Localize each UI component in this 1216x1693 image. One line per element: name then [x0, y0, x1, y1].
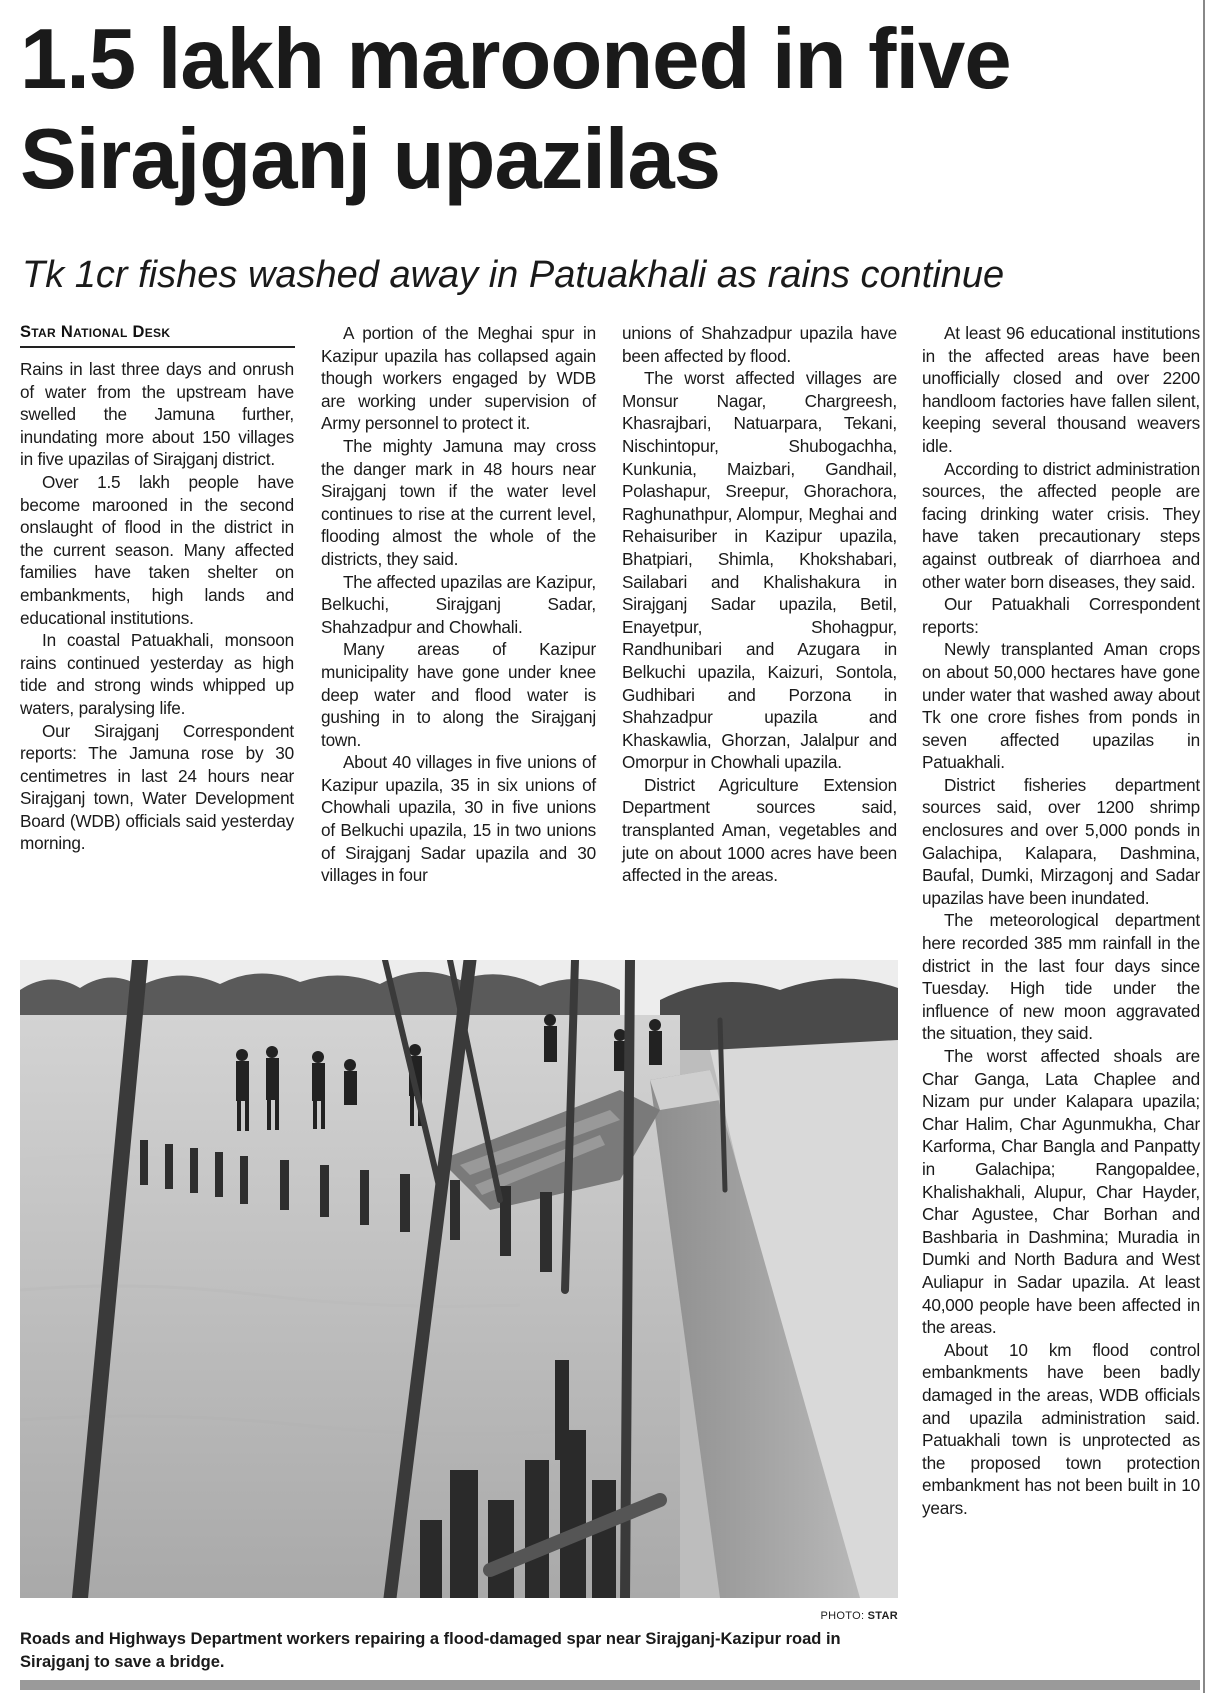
- paragraph: In coastal Patuakhali, monsoon rains continued yesterday as high tide and strong winds whipped up waters, paralysing life.: [20, 630, 294, 718]
- photo-credit-source: STAR: [867, 1610, 898, 1622]
- paragraph: Newly transplanted Aman crops on about 50,000 hectares have gone under water that washed away about Tk one crore fishes from ponds in seven affected upazilas in Patuakhali.: [922, 639, 1200, 773]
- photo-caption: Roads and Highways Department workers repairing a flood-damaged spar near Sirajganj-Kazipur road in Sirajganj to save a bridge.: [20, 1630, 841, 1671]
- paragraph: The worst affected shoals are Char Ganga, Lata Chaplee and Nizam pur under Kalapara upazila; Char Halim, Char Agunmukha, Char Karforma, Char Bangla and Panpatty in Galachipa; Rangopaldee, Khalishakhali, Alupur, Char Hayder, Char Agustee, Char Borhan and Bashbaria in Dashmina; Muradia in Dumki and North Badura and West Auliapur in Sadar upazila. At least 40,000 people have been affected in the areas.: [922, 1046, 1200, 1338]
- photo-credit-prefix: PHOTO:: [820, 1610, 865, 1622]
- article-column-4: [922, 322, 1200, 1519]
- paragraph: About 40 villages in five unions of Kazipur upazila, 35 in six unions of Chowhali upazila, 30 in five unions of Belkuchi upazila, 15 in two unions of Sirajganj Sadar upazila and 30 villages in four: [321, 752, 596, 886]
- paragraph: About 10 km flood control embankments have been badly damaged in the areas, WDB officials and upazila administration said. Patuakhali town is unprotected as the proposed town protection embankment has not been built in 10 years.: [922, 1339, 1200, 1518]
- paragraph: Over 1.5 lakh people have become marooned in the second onslaught of flood in the district in the current season. Many affected families have taken shelter on embankments, high lands and educational institutions.: [20, 471, 294, 628]
- photo-credit: [760, 1610, 898, 1622]
- paragraph: The meteorological department here recorded 385 mm rainfall in the district in the last four days since Tuesday. High tide under the influence of new moon aggravated the situation, they said.: [922, 910, 1200, 1044]
- paragraph: Many areas of Kazipur municipality have gone under knee deep water and flood water is gushing in to along the Sirajganj town.: [321, 639, 596, 750]
- paragraph: Rains in last three days and onrush of water from the upstream have swelled the Jamuna further, inundating more about 150 villages in five upazilas of Sirajganj district.: [20, 359, 294, 470]
- paragraph: Our Patuakhali Correspondent reports:: [922, 594, 1200, 637]
- paragraph: District fisheries department sources said, over 1200 shrimp enclosures and over 5,000 ponds in Galachipa, Kalapara, Dashmina, Baufal, Dumki, Mirzagonj and Sadar upazilas have been inundated.: [922, 774, 1200, 908]
- paragraph: According to district administration sources, the affected people are facing drinking water crisis. They have taken precautionary steps against outbreak of diarrhoea and other water born diseases, they said.: [922, 458, 1200, 592]
- subheadline: Tk 1cr fishes washed away in Patuakhali as rains continue: [22, 254, 1005, 296]
- paragraph: The mighty Jamuna may cross the danger mark in 48 hours near Sirajganj town if the water level continues to rise at the current level, flooding almost the whole of the districts, they said.: [321, 435, 596, 569]
- article-column-2: [321, 322, 596, 887]
- paragraph: District Agriculture Extension Department sources said, transplanted Aman, vegetables and jute on about 1000 acres have been affected in the areas.: [622, 774, 897, 886]
- byline: Star National Desk: [20, 323, 295, 348]
- paragraph: The worst affected villages are Monsur Nagar, Chargreesh, Khasrajbari, Natuarpara, Tekani, Nischintopur, Shubogachha, Kunkunia, Maizbari, Gandhail, Polashapur, Sreepur, Ghorachora, Raghunathpur, Alompur, Meghai and Rehaisuriber in Kazipur upazila, Bhatpiari, Shimla, Khokshabari, Sailabari and Khalishakura in Sirajganj Sadar upazila, Betil, Enayetpur, Shohagpur, Randhunibari and Azugara in Belkuchi upazila, Kaizuri, Sontola, Gudhibari and Porzona in Shahzadpur upazila and Khaskawlia, Ghorzan, Jalalpur and Omorpur in Chowhali upazila.: [622, 368, 897, 773]
- paragraph: unions of Shahzadpur upazila have been affected by flood.: [622, 323, 897, 366]
- paragraph: A portion of the Meghai spur in Kazipur upazila has collapsed again though workers engaged by WDB are working under supervision of Army personnel to protect it.: [321, 323, 596, 434]
- paragraph: Our Sirajganj Correspondent reports: The Jamuna rose by 30 centimetres in last 24 hours near Sirajganj town, Water Development Board (WDB) officials said yesterday morning.: [20, 720, 294, 854]
- news-photo: [20, 960, 898, 1598]
- paragraph: The affected upazilas are Kazipur, Belkuchi, Sirajganj Sadar, Shahzadpur and Chowhali.: [321, 571, 596, 637]
- article-column-1: [20, 358, 294, 855]
- paragraph: At least 96 educational institutions in the affected areas have been unofficially closed and over 2200 handloom factories have fallen silent, keeping several thousand weavers idle.: [922, 323, 1200, 456]
- article-column-3: [622, 322, 897, 887]
- column-rule: [1203, 0, 1205, 1693]
- headline: 1.5 lakh marooned in five Sirajganj upazilas: [20, 12, 1011, 207]
- bottom-rule: [20, 1680, 1200, 1690]
